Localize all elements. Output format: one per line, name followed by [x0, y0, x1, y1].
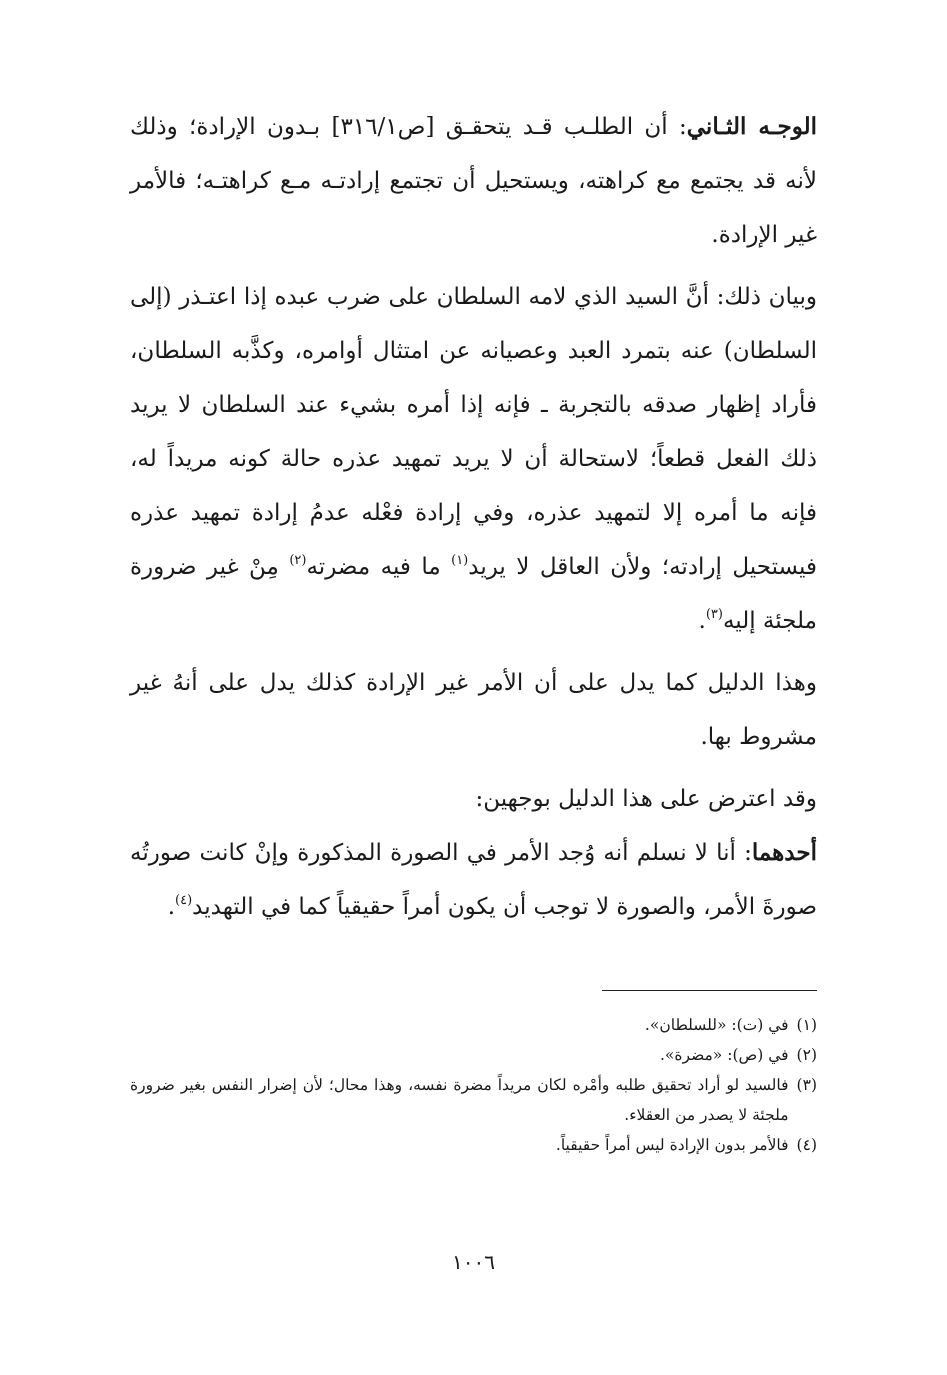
footnote-number: (٢) — [796, 1046, 817, 1064]
paragraph-text: ما فيه مضرته — [306, 554, 452, 580]
paragraph-evidence — [130, 656, 817, 764]
footnote-item — [130, 1010, 817, 1040]
paragraph-explanation — [130, 270, 817, 648]
footnote-text: فالسيد لو أراد تحقيق طلبه وأمْره لكان مريداً مضرة نفسه، وهذا محال؛ لأن إضرار النفس بغير ضرورة ملجئة لا يصدر من العقلاء. — [130, 1076, 789, 1124]
footnote-divider — [602, 990, 817, 991]
paragraph-text: . — [698, 608, 706, 634]
footnote-ref-1[interactable]: (١) — [451, 553, 469, 568]
paragraph-text: : أن الطلـب قـد يتحقـق [ص٣١٦/١] بـدون الإرادة؛ وذلك لأنه قد يجتمع مع كراهته، ويستحيل أن تجتمع إرادتـه مـع كراهتـه؛ فالأمر غير الإرادة. — [130, 114, 817, 248]
footnote-number: (٤) — [796, 1136, 817, 1154]
footnote-item — [130, 1130, 817, 1160]
paragraph-text: وقد اعترض على هذا الدليل بوجهين: — [475, 786, 817, 812]
footnote-text: في (ص): «مضرة». — [659, 1046, 789, 1064]
footnotes — [130, 1010, 817, 1160]
footnote-ref-2[interactable]: (٢) — [289, 553, 307, 568]
footnote-number: (٣) — [796, 1076, 817, 1094]
paragraph-text: : أنا لا نسلم أنه وُجد الأمر في الصورة المذكورة وإنْ كانت صورتُه صورةَ الأمر، والصورة لا توجب أن يكون أمراً حقيقياً كما في التهديد — [130, 840, 817, 920]
footnote-item — [130, 1040, 817, 1070]
paragraph-first-objection — [130, 826, 817, 934]
footnote-ref-4[interactable]: (٤) — [175, 893, 193, 908]
paragraph-text: مِنْ غير ضرورة ملجئة إليه — [130, 554, 817, 634]
paragraph-text: وهذا الدليل كما يدل على أن الأمر غير الإرادة كذلك يدل على أنهُ غير مشروط بها. — [130, 670, 817, 750]
paragraph-lead: أحدهما — [751, 839, 817, 866]
footnote-ref-3[interactable]: (٣) — [705, 607, 723, 622]
paragraph-objection-intro — [130, 772, 817, 826]
footnote-item — [130, 1070, 817, 1130]
paragraph-second-aspect — [130, 100, 817, 262]
page-number: ١٠٠٦ — [452, 1250, 495, 1274]
paragraph-text: وبيان ذلك: أنَّ السيد الذي لامه السلطان على ضرب عبده إذا اعتـذر (إلى السلطان) عنه بتمرد العبد وعصيانه عن امتثال أوامره، وكذَّبه السلطان، فأراد إظهار صدقه بالتجربة ـ فإنه إذا أمره بشيء عند السلطان لا يريد ذلك الفعل قطعاً؛ لاستحالة أن لا يريد تمهيد عذره حالة كونه مريداً له، فإنه ما أمره إلا لتمهيد عذره، وفي إرادة فعْله عدمُ إرادة تمهيد عذره فيستحيل إرادته؛ ولأن العاقل لا يريد — [130, 284, 817, 580]
main-text — [130, 100, 817, 934]
footnote-text: فالأمر بدون الإرادة ليس أمراً حقيقياً. — [555, 1136, 789, 1154]
paragraph-lead: الوجـه الثـاني — [686, 113, 817, 140]
paragraph-text: . — [167, 894, 175, 920]
footnote-text: في (ت): «للسلطان». — [644, 1016, 789, 1034]
footnote-number: (١) — [796, 1016, 817, 1034]
